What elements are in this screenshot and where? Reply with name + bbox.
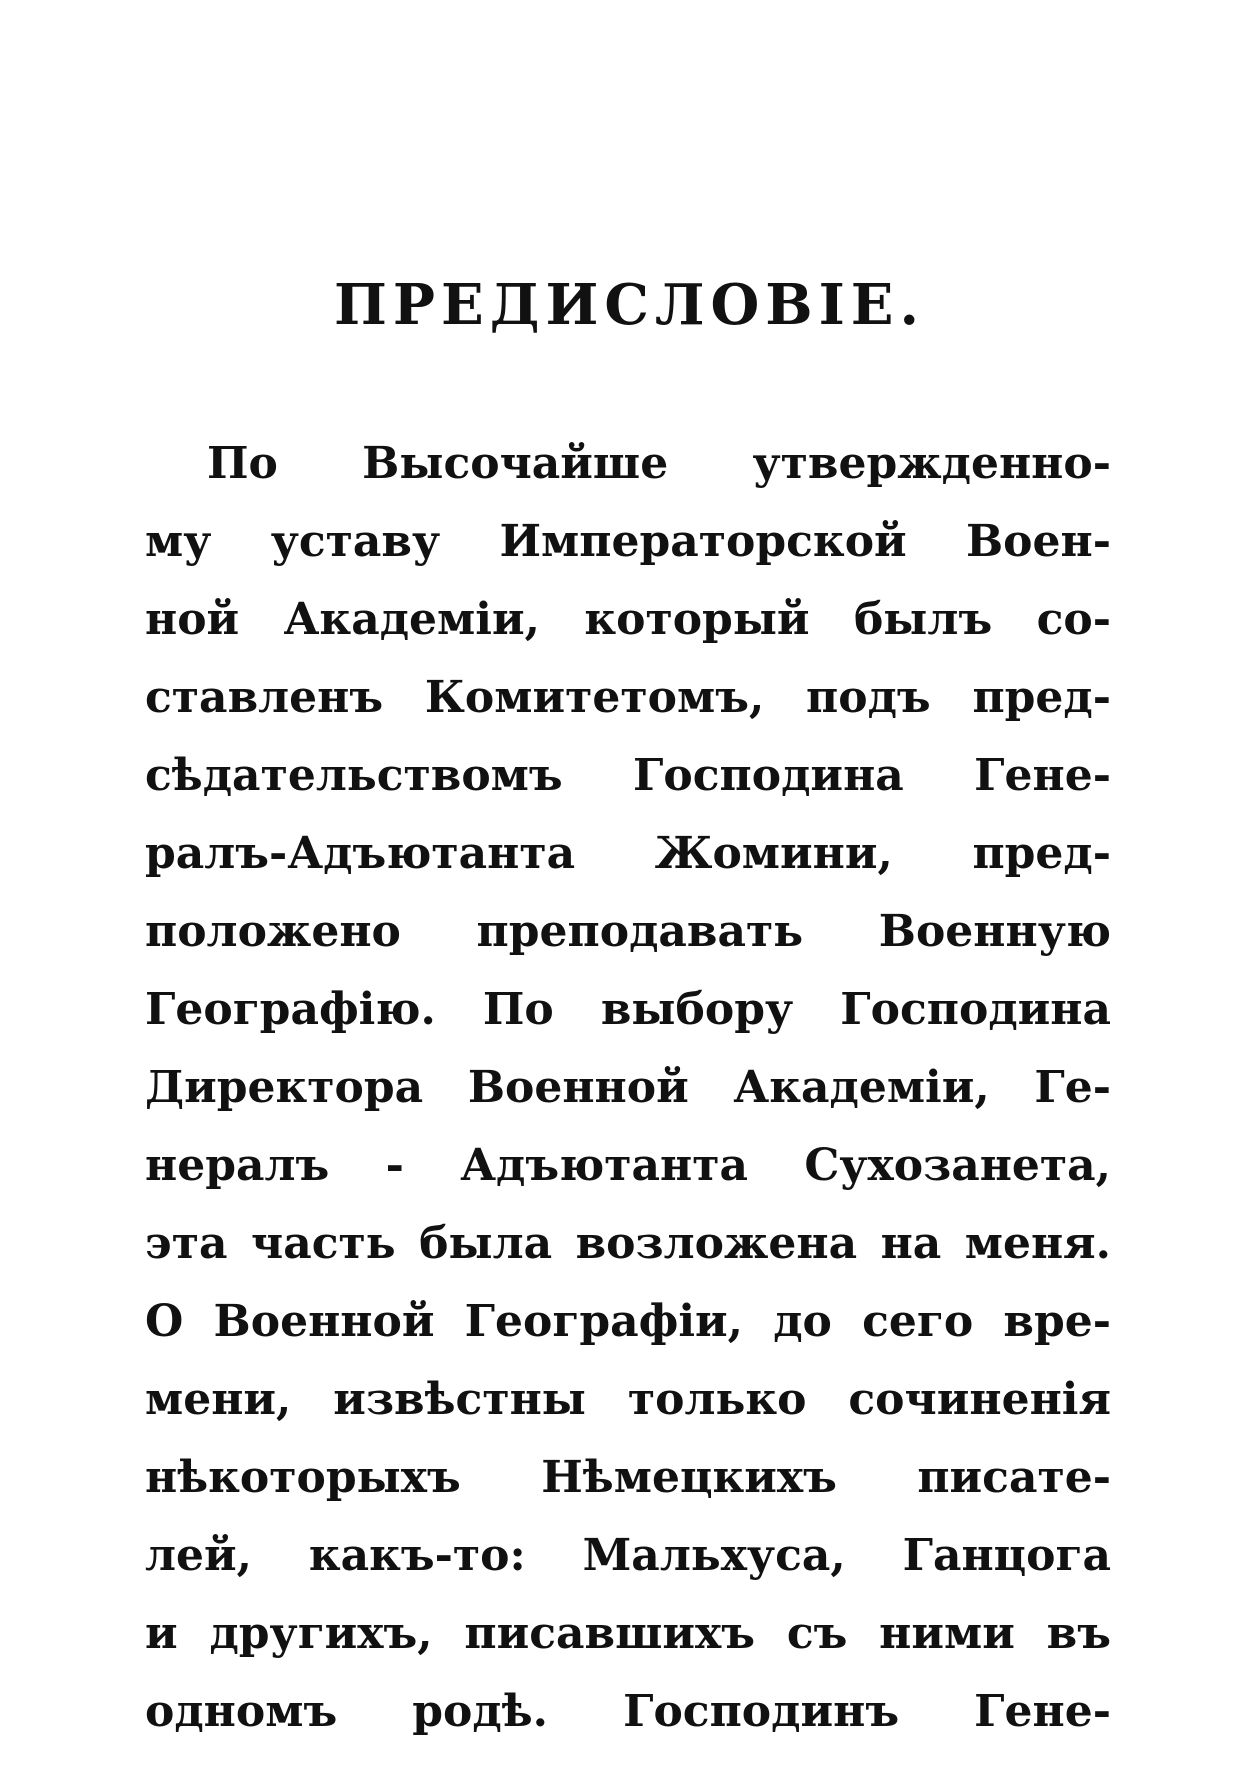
text-line: одномъ родѣ. Господинъ Гене- [145, 1686, 1111, 1737]
text-line: положено преподавать Военную [145, 906, 1111, 957]
text-line: лей, какъ-то: Мальхуса, Ганцога [145, 1530, 1111, 1581]
text-line: ралъ-Адъютанта Жомини, пред- [145, 828, 1111, 879]
text-line: Директора Военной Академiи, Ге- [145, 1062, 1111, 1113]
text-line: сѣдательствомъ Господина Гене- [145, 750, 1111, 801]
text-line: и другихъ, писавшихъ съ ними въ [145, 1608, 1111, 1659]
text-line: О Военной Географiи, до сего вре- [145, 1296, 1111, 1347]
text-line: ставленъ Комитетомъ, подъ пред- [145, 672, 1111, 723]
text-line: Географiю. По выбору Господина [145, 984, 1111, 1035]
text-line: По Высочайше утвержденно- [207, 438, 1111, 489]
text-line: нералъ - Адъютанта Сухозанета, [145, 1140, 1111, 1191]
text-line: мени, извѣстны только сочиненiя [145, 1374, 1111, 1425]
preface-paragraph [145, 425, 1111, 1751]
text-line: нѣкоторыхъ Нѣмецкихъ писате- [145, 1452, 1111, 1503]
text-line: му уставу Императорской Воен- [145, 516, 1111, 567]
text-line: ной Академiи, который былъ со- [145, 594, 1111, 645]
text-line: эта часть была возложена на меня. [145, 1218, 1111, 1269]
page-heading: ПРЕДИСЛОВIЕ. [334, 272, 925, 338]
